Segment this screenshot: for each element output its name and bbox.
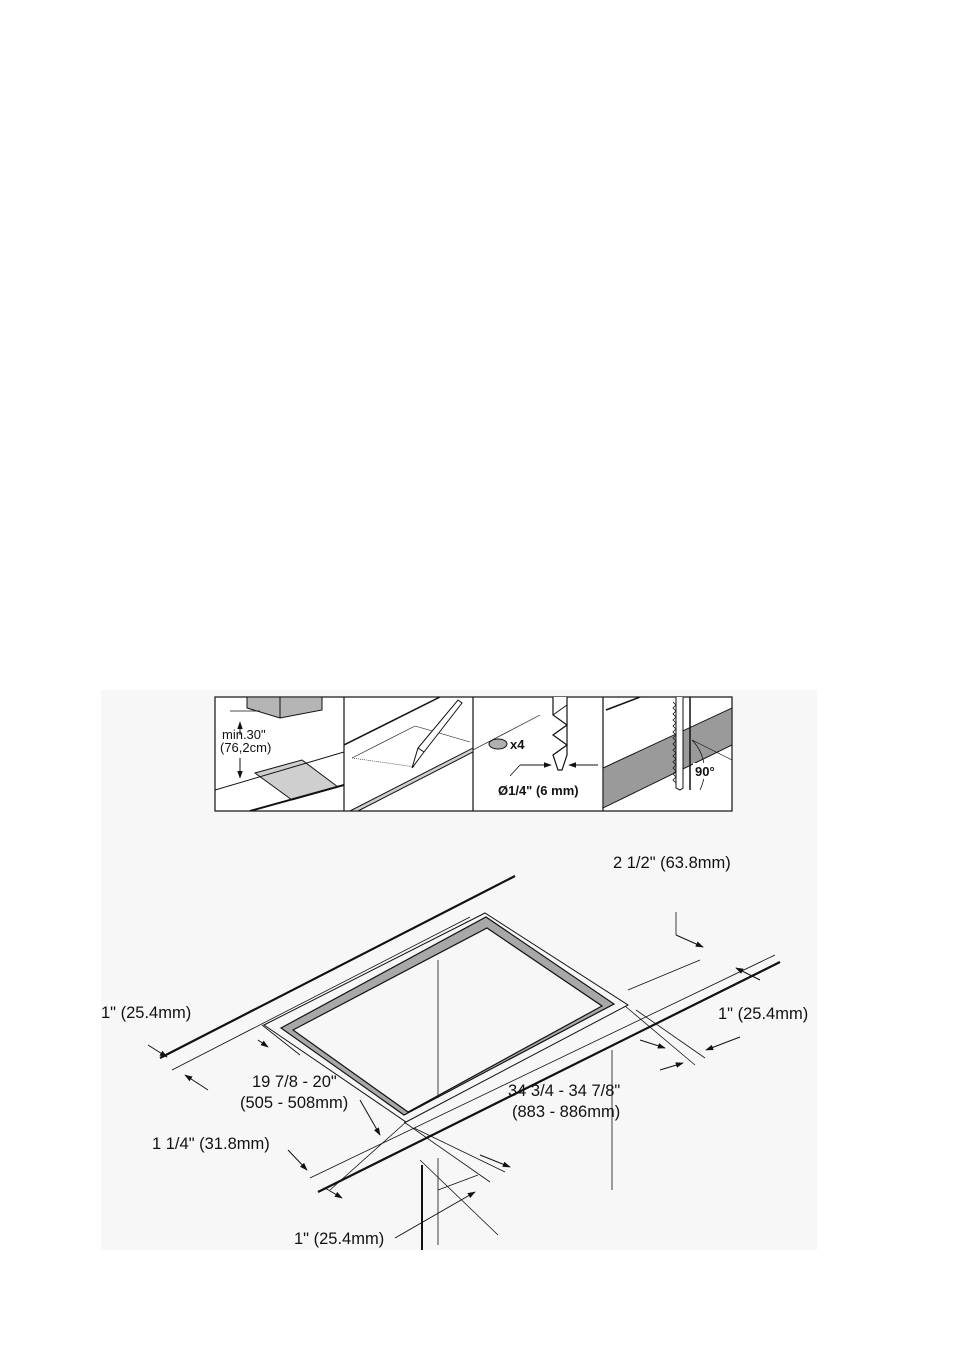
hole-icon — [489, 739, 507, 749]
drill-count: x4 — [510, 737, 525, 752]
clearance-line1: min.30" — [222, 727, 266, 742]
dim-rear-offset: 2 1/2" (63.8mm) — [613, 854, 731, 872]
step-panels — [215, 697, 732, 811]
dim-depth-line1: 19 7/8 - 20" — [252, 1073, 337, 1091]
clearance-line2: (76,2cm) — [220, 740, 272, 755]
dim-width-line2: (883 - 886mm) — [512, 1103, 621, 1121]
dim-left-margin: 1" (25.4mm) — [101, 1004, 192, 1022]
saw-blade-icon — [676, 697, 683, 790]
drill-diameter: Ø1/4" (6 mm) — [498, 783, 579, 798]
dim-bottom-margin: 1" (25.4mm) — [294, 1230, 385, 1248]
dim-front-offset: 1 1/4" (31.8mm) — [152, 1135, 270, 1153]
saw-angle: 90° — [695, 764, 715, 779]
dim-depth-line2: (505 - 508mm) — [240, 1094, 349, 1112]
dim-width-line1: 34 3/4 - 34 7/8" — [508, 1082, 621, 1100]
dim-right-margin: 1" (25.4mm) — [718, 1005, 809, 1023]
